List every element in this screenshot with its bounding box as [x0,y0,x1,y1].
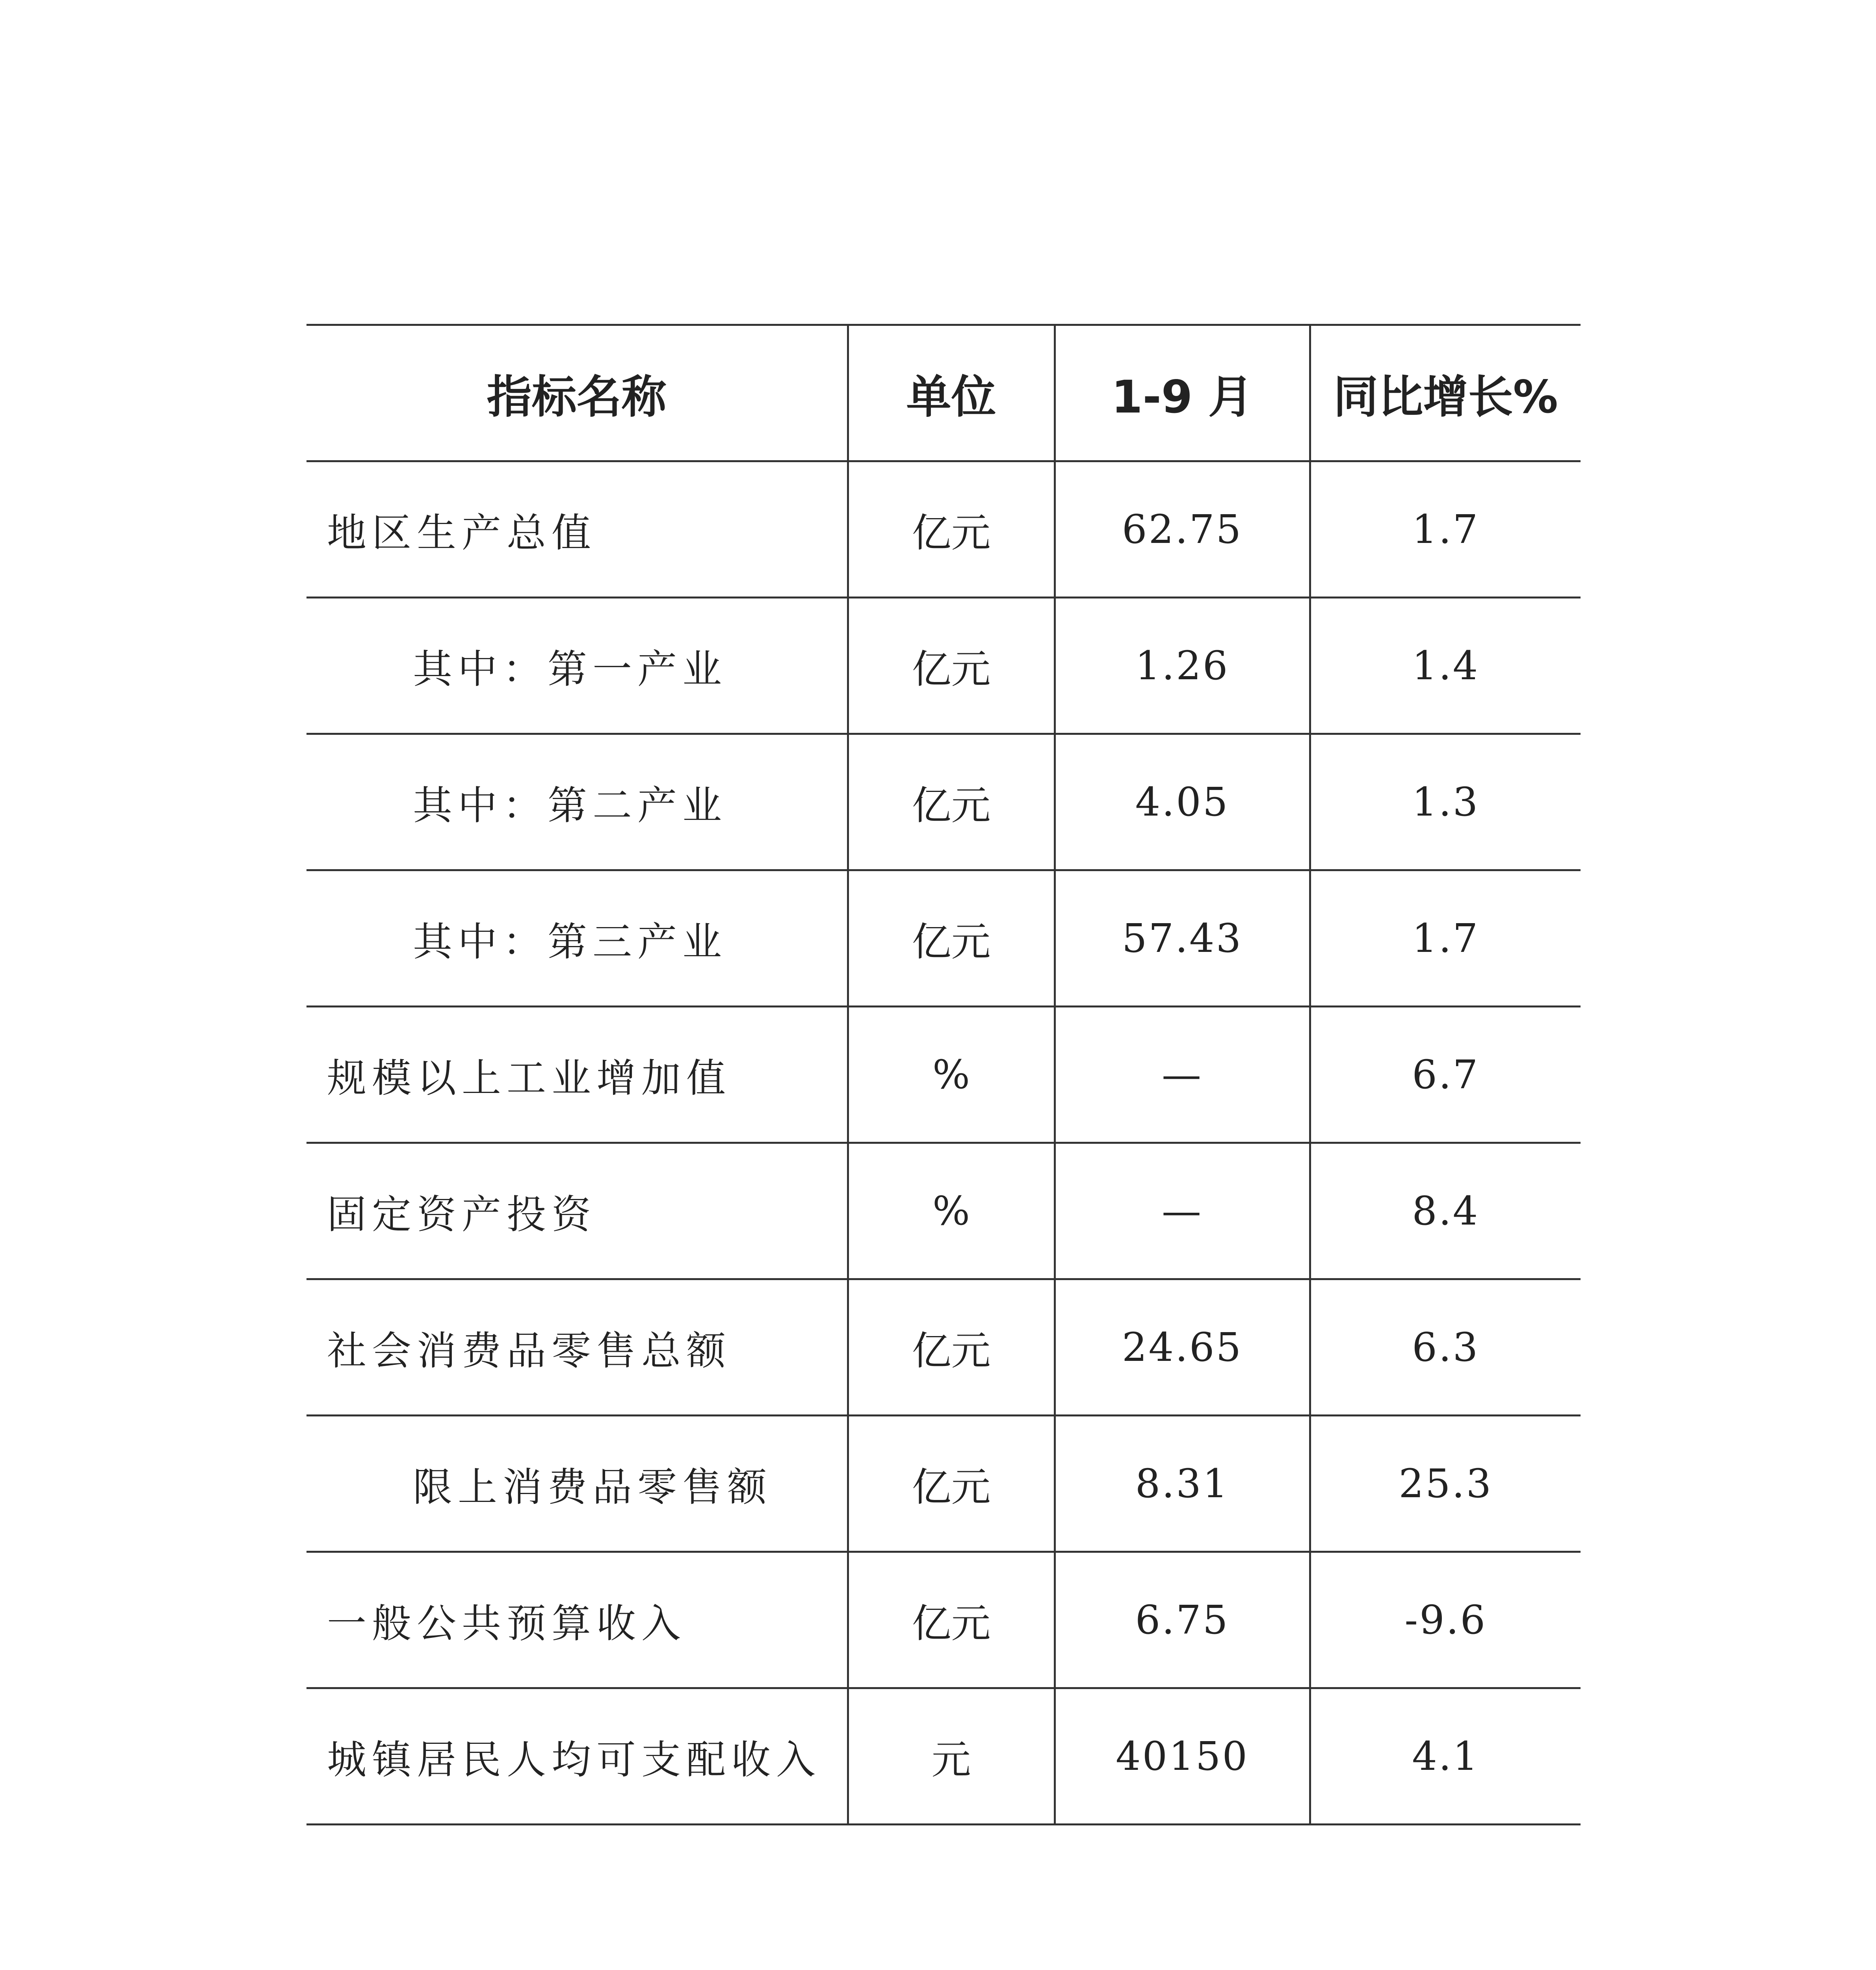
header-unit: 单位 [848,325,1055,461]
table-row [306,1007,1581,1143]
indicator-growth: 1.4 [1310,598,1581,734]
table-header-row [306,325,1581,461]
indicator-unit: 元 [848,1688,1055,1825]
indicator-unit: 亿元 [848,461,1055,598]
table-row [306,734,1581,870]
indicator-growth: 1.7 [1310,870,1581,1007]
table-row [306,1279,1581,1416]
indicator-name: 限上消费品零售额 [306,1416,848,1552]
indicator-name: 其中：第三产业 [306,870,848,1007]
indicator-growth: 6.3 [1310,1279,1581,1416]
header-yoy-growth: 同比增长% [1310,325,1581,461]
indicator-unit: 亿元 [848,598,1055,734]
header-period: 1-9 月 [1055,325,1310,461]
indicator-unit: % [848,1143,1055,1279]
table-row [306,1143,1581,1279]
table-row [306,598,1581,734]
indicator-value: 4.05 [1055,734,1310,870]
indicator-unit: 亿元 [848,870,1055,1007]
indicator-name: 社会消费品零售总额 [306,1279,848,1416]
indicator-growth: -9.6 [1310,1552,1581,1688]
header-indicator-name: 指标名称 [306,325,848,461]
indicator-name: 城镇居民人均可支配收入 [306,1688,848,1825]
indicator-unit: 亿元 [848,734,1055,870]
indicator-unit: 亿元 [848,1552,1055,1688]
table-row [306,1552,1581,1688]
indicator-growth: 8.4 [1310,1143,1581,1279]
indicator-name: 地区生产总值 [306,461,848,598]
indicator-value: 8.31 [1055,1416,1310,1552]
indicator-growth: 4.1 [1310,1688,1581,1825]
table-row [306,1688,1581,1825]
indicator-name: 其中：第一产业 [306,598,848,734]
indicator-value: 1.26 [1055,598,1310,734]
indicator-value: — [1055,1143,1310,1279]
indicator-unit: 亿元 [848,1279,1055,1416]
table-row [306,870,1581,1007]
table-row [306,461,1581,598]
indicator-unit: 亿元 [848,1416,1055,1552]
indicator-name: 固定资产投资 [306,1143,848,1279]
indicator-growth: 1.3 [1310,734,1581,870]
indicator-name: 一般公共预算收入 [306,1552,848,1688]
indicator-value: 57.43 [1055,870,1310,1007]
table-row [306,1416,1581,1552]
indicator-value: 24.65 [1055,1279,1310,1416]
indicator-value: 40150 [1055,1688,1310,1825]
indicator-growth: 1.7 [1310,461,1581,598]
indicator-unit: % [848,1007,1055,1143]
statistics-table [306,324,1581,1825]
indicator-name: 规模以上工业增加值 [306,1007,848,1143]
indicator-growth: 25.3 [1310,1416,1581,1552]
indicator-value: 62.75 [1055,461,1310,598]
indicator-name: 其中：第二产业 [306,734,848,870]
indicator-value: — [1055,1007,1310,1143]
indicator-value: 6.75 [1055,1552,1310,1688]
indicator-growth: 6.7 [1310,1007,1581,1143]
